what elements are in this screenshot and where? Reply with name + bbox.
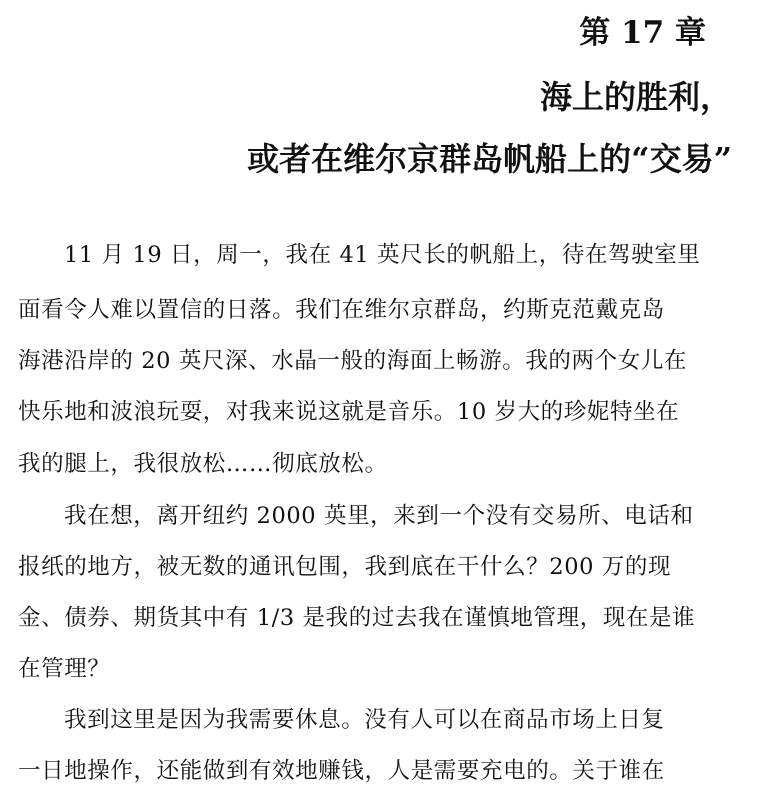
body-line: 11 月 19 日，周一，我在 41 英尺长的帆船上，待在驾驶室里 [64, 242, 701, 268]
body-line: 金、债券、期货其中有 1/3 是我的过去我在谨慎地管理，现在是谁 [18, 605, 696, 631]
body-line: 我到这里是因为我需要休息。没有人可以在商品市场上日复 [64, 707, 665, 733]
body-line: 报纸的地方，被无数的通讯包围，我到底在干什么？200 万的现 [18, 554, 672, 580]
body-line: 我在想，离开纽约 2000 英里，来到一个没有交易所、电话和 [64, 503, 694, 529]
body-line: 在管理？ [18, 656, 111, 682]
chapter-number: 第 17 章 [579, 15, 706, 51]
chapter-title-line-2: 或者在维尔京群岛帆船上的“交易” [247, 140, 732, 178]
body-line: 海港沿岸的 20 英尺深、水晶一般的海面上畅游。我的两个女儿在 [18, 348, 688, 374]
body-line: 一日地操作，还能做到有效地赚钱，人是需要充电的。关于谁在 [18, 758, 665, 784]
body-line: 我的腿上，我很放松……彻底放松。 [18, 451, 388, 477]
chapter-title-line-1: 海上的胜利， [539, 78, 732, 116]
body-line: 面看令人难以置信的日落。我们在维尔京群岛，约斯克范戴克岛 [18, 297, 665, 323]
body-line: 快乐地和波浪玩耍，对我来说这就是音乐。10 岁大的珍妮特坐在 [18, 399, 680, 425]
